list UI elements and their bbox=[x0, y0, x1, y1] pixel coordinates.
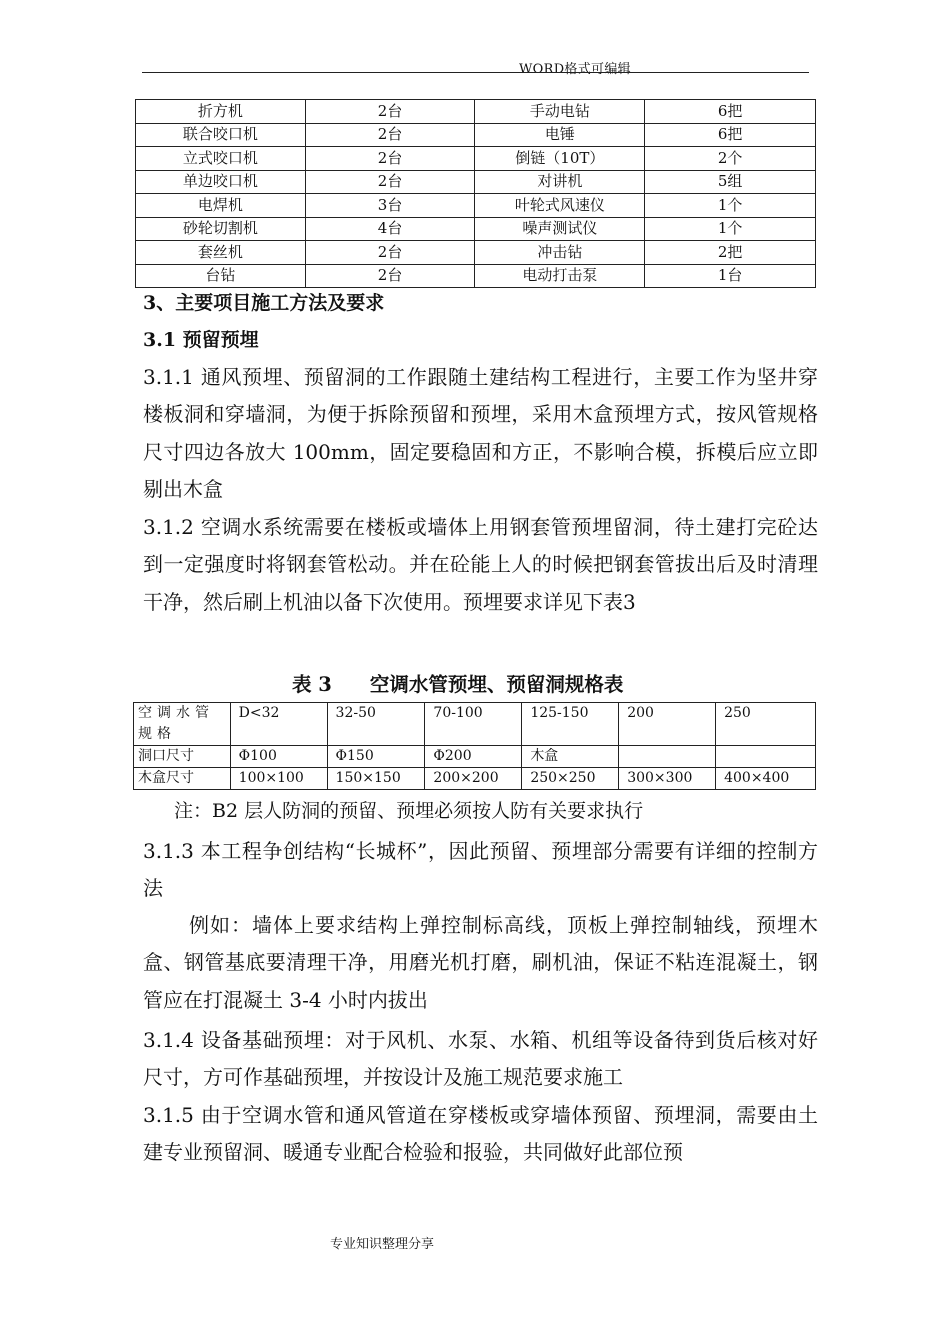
table-cell: 32-50 bbox=[327, 703, 425, 746]
table-cell: 2台 bbox=[305, 264, 475, 288]
table-cell: 立式咬口机 bbox=[136, 147, 306, 171]
paragraph-3-1-1: 3.1.1 通风预埋、预留洞的工作跟随土建结构工程进行，主要工作为坚井穿楼板洞和穿墙洞，为便于拆除预留和预埋，采用木盒预埋方式，按风管规格尺寸四边各放大 100mm，固定要稳固和方正，不影响合模，拆模后应立即剔出木盒 bbox=[143, 365, 818, 502]
paragraph-3-1-5: 3.1.5 由于空调水管和通风管道在穿楼板或穿墙体预留、预埋洞，需要由土建专业预留洞、暖通专业配合检验和报验，共同做好此部位预 bbox=[143, 1103, 818, 1165]
table-cell: 6把 bbox=[645, 123, 816, 147]
section-3-1-heading: 3.1 预留预埋 bbox=[143, 329, 259, 351]
row-header-cell: 洞口尺寸 bbox=[134, 746, 231, 768]
table-cell bbox=[716, 746, 816, 768]
page-header-text: WORD格式可编辑 bbox=[519, 62, 631, 77]
table-row bbox=[136, 241, 816, 265]
table-cell: 折方机 bbox=[136, 100, 306, 124]
table-row bbox=[136, 123, 816, 147]
table-row bbox=[136, 264, 816, 288]
table-cell: 2台 bbox=[305, 241, 475, 265]
table-row bbox=[134, 703, 816, 746]
table-cell: 对讲机 bbox=[475, 170, 645, 194]
header-rule bbox=[142, 72, 809, 73]
table-cell: 联合咬口机 bbox=[136, 123, 306, 147]
table-3-caption-title: 空调水管预埋、预留洞规格表 bbox=[369, 673, 624, 696]
table-cell: 400×400 bbox=[716, 768, 816, 790]
table-cell: Φ150 bbox=[327, 746, 425, 768]
table-cell: 电焊机 bbox=[136, 194, 306, 218]
table-cell: 125-150 bbox=[522, 703, 619, 746]
table-3-caption-number: 表 3 bbox=[292, 673, 332, 696]
paragraph-3-1-4: 3.1.4 设备基础预埋：对于风机、水泵、水箱、机组等设备待到货后核对好尺寸，方可作基础预埋，并按设计及施工规范要求施工 bbox=[143, 1028, 818, 1090]
table-row bbox=[136, 194, 816, 218]
table-cell: 倒链（10T） bbox=[475, 147, 645, 171]
table-cell: 2台 bbox=[305, 147, 475, 171]
table-cell: 5组 bbox=[645, 170, 816, 194]
table-cell: Φ100 bbox=[230, 746, 327, 768]
table-row bbox=[136, 217, 816, 241]
table-cell: 200×200 bbox=[425, 768, 522, 790]
table-cell: 300×300 bbox=[619, 768, 716, 790]
table-cell: 电动打击泵 bbox=[475, 264, 645, 288]
table-cell: 250×250 bbox=[522, 768, 619, 790]
table-cell bbox=[619, 746, 716, 768]
table-cell: 100×100 bbox=[230, 768, 327, 790]
table-row bbox=[136, 170, 816, 194]
table-cell: 2把 bbox=[645, 241, 816, 265]
table-cell: 3台 bbox=[305, 194, 475, 218]
table-row bbox=[136, 100, 816, 124]
table-cell: 套丝机 bbox=[136, 241, 306, 265]
paragraph-3-1-2: 3.1.2 空调水系统需要在楼板或墙体上用钢套管预埋留洞，待土建打完砼达到一定强度时将钢套管松动。并在砼能上人的时候把钢套管拔出后及时清理干净，然后刷上机油以备下次使用。预埋要求详见下表3 bbox=[143, 515, 818, 614]
table-cell: 木盒 bbox=[522, 746, 619, 768]
table-cell: 2台 bbox=[305, 123, 475, 147]
table-cell: 台钻 bbox=[136, 264, 306, 288]
table-cell: 6把 bbox=[645, 100, 816, 124]
table-cell: 叶轮式风速仪 bbox=[475, 194, 645, 218]
table-cell: 200 bbox=[619, 703, 716, 746]
table-cell: 1个 bbox=[645, 194, 816, 218]
table-row bbox=[136, 147, 816, 171]
paragraph-example: 例如：墙体上要求结构上弹控制标高线，顶板上弹控制轴线，预埋木盒、钢管基底要清理干净，用磨光机打磨，刷机油，保证不粘连混凝土，钢管应在打混凝土 3-4 小时内拔出 bbox=[143, 913, 818, 1012]
page-footer-text: 专业知识整理分享 bbox=[330, 1237, 435, 1252]
table-cell: 70-100 bbox=[425, 703, 522, 746]
table-cell: 单边咬口机 bbox=[136, 170, 306, 194]
table-cell: 4台 bbox=[305, 217, 475, 241]
pipe-spec-table bbox=[133, 702, 816, 790]
row-header-cell: 空调水管规格 bbox=[134, 703, 231, 746]
table-row bbox=[134, 746, 816, 768]
table-cell: 2个 bbox=[645, 147, 816, 171]
table-cell: 1个 bbox=[645, 217, 816, 241]
table-cell: 2台 bbox=[305, 100, 475, 124]
table-cell: 2台 bbox=[305, 170, 475, 194]
table-cell: 噪声测试仪 bbox=[475, 217, 645, 241]
table-3-caption bbox=[292, 669, 623, 697]
section-3-heading: 3、主要项目施工方法及要求 bbox=[143, 292, 385, 314]
table-cell: 250 bbox=[716, 703, 816, 746]
table-note: 注：B2 层人防洞的预留、预埋必须按人防有关要求执行 bbox=[174, 800, 644, 822]
table-cell: 冲击钻 bbox=[475, 241, 645, 265]
paragraph-3-1-3: 3.1.3 本工程争创结构“长城杯”，因此预留、预埋部分需要有详细的控制方法 bbox=[143, 839, 818, 901]
table-cell: 1台 bbox=[645, 264, 816, 288]
table-cell: Φ200 bbox=[425, 746, 522, 768]
table-row bbox=[134, 768, 816, 790]
table-cell: 150×150 bbox=[327, 768, 425, 790]
table-cell: 电锤 bbox=[475, 123, 645, 147]
table-cell: 手动电钻 bbox=[475, 100, 645, 124]
table-cell: D<32 bbox=[230, 703, 327, 746]
equipment-table bbox=[135, 99, 816, 288]
table-cell: 砂轮切割机 bbox=[136, 217, 306, 241]
row-header-cell: 木盒尺寸 bbox=[134, 768, 231, 790]
